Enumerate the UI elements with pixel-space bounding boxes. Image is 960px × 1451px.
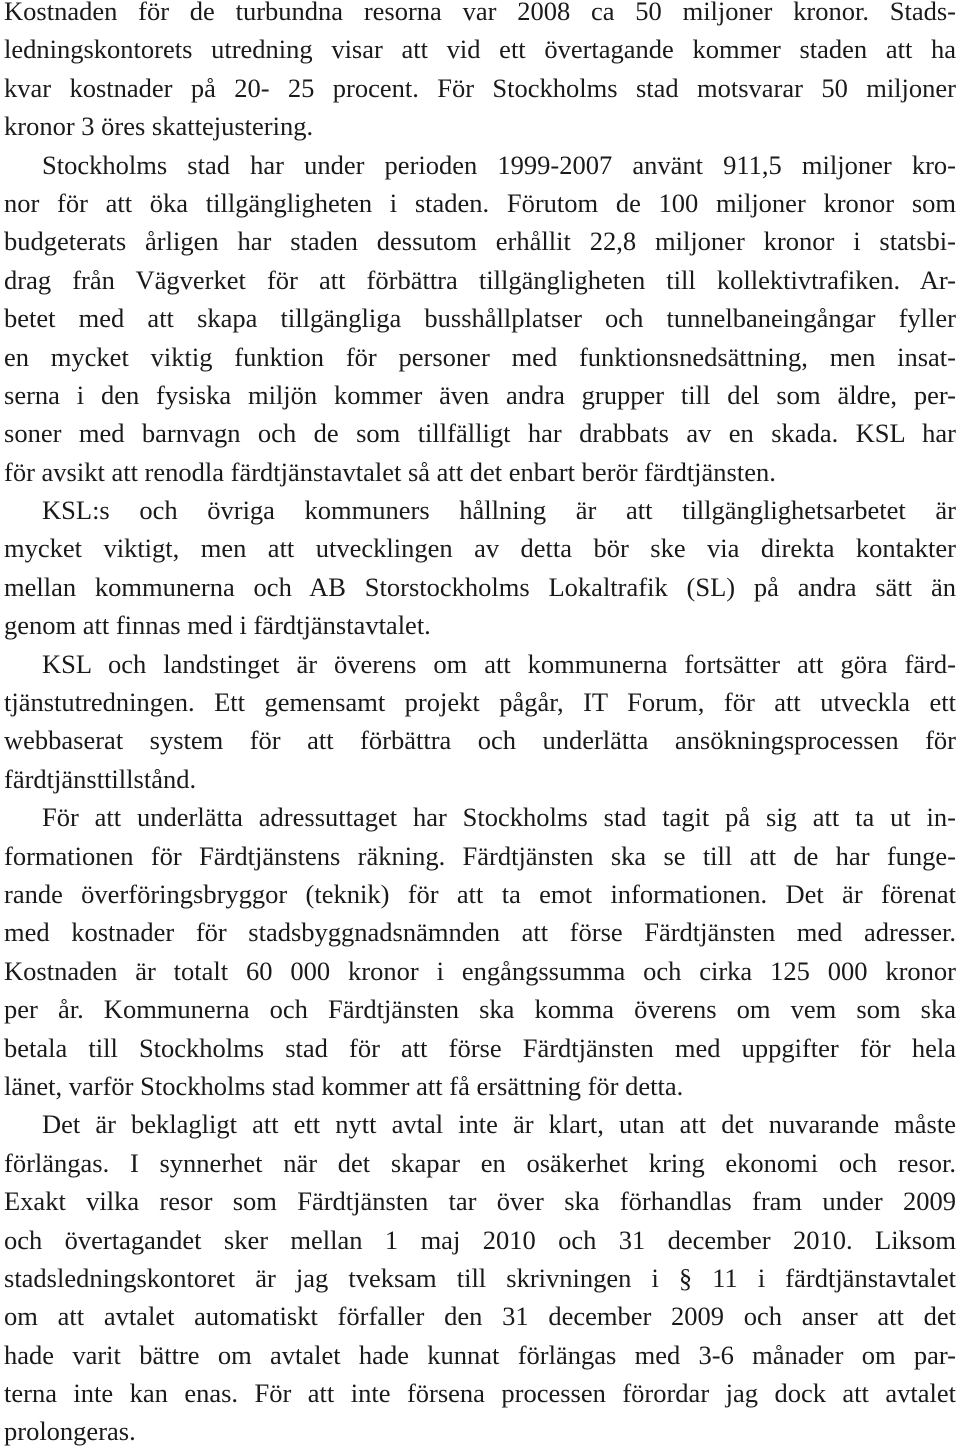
text-line: KSL:s och övriga kommuners hållning är att tillgänglighetsarbetet är — [42, 495, 956, 526]
paragraph-cost — [4, 0, 956, 146]
text-line: Kostnaden för de turbundna resorna var 2008 ca 50 miljoner kronor. Stads- — [4, 0, 956, 26]
text-line: om att avtalet automatiskt förfaller den 31 december 2009 och anser att det — [4, 1301, 956, 1332]
text-line: formationen för Färdtjänstens räkning. Färdtjänsten ska se till att de har funge- — [4, 840, 956, 871]
paragraph-ksl-position — [4, 491, 956, 645]
text-line: ledningskontorets utredning visar att vid ett övertagande kommer staden att ha — [4, 34, 956, 65]
text-line: för avsikt att renodla färdtjänstavtalet så att det enbart berör färdtjänsten. — [4, 456, 776, 487]
text-line: förlängas. I synnerhet när det skapar en osäkerhet kring ekonomi och resor. — [4, 1147, 956, 1178]
text-line: Kostnaden är totalt 60 000 kronor i engångssumma och cirka 125 000 kronor — [4, 955, 956, 986]
paragraph-agreement — [4, 1105, 956, 1451]
paragraph-investigation — [4, 645, 956, 799]
text-line: rande överföringsbryggor (teknik) för att ta emot informationen. Det är förenat — [4, 878, 956, 909]
text-line: KSL och landstinget är överens om att kommunerna fortsätter att göra färd- — [42, 648, 956, 679]
text-line: kvar kostnader på 20- 25 procent. För Stockholms stad motsvarar 50 miljoner — [4, 72, 956, 103]
text-line: terna inte kan enas. För att inte försena processen förordar jag dock att avtalet — [4, 1378, 956, 1409]
text-line: soner med barnvagn och de som tillfälligt har drabbats av en skada. KSL har — [4, 418, 956, 449]
text-line: länet, varför Stockholms stad kommer att få ersättning för detta. — [4, 1070, 684, 1101]
text-line: nor för att öka tillgängligheten i staden. Förutom de 100 miljoner kronor som — [4, 187, 956, 218]
text-line: genom att finnas med i färdtjänstavtalet. — [4, 610, 431, 641]
document-page — [4, 0, 956, 1451]
text-line: Det är beklagligt att ett nytt avtal inte är klart, utan att det nuvarande måste — [42, 1109, 956, 1140]
text-line: Exakt vilka resor som Färdtjänsten tar över ska förhandlas fram under 2009 — [4, 1186, 956, 1217]
text-line: tjänstutredningen. Ett gemensamt projekt pågår, IT Forum, för att utveckla ett — [4, 687, 956, 718]
text-line: stadsledningskontoret är jag tveksam till skrivningen i § 11 i färdtjänstavtalet — [4, 1262, 956, 1293]
text-line: webbaserat system för att förbättra och underlätta ansökningsprocessen för — [4, 725, 956, 756]
text-line: drag från Vägverket för att förbättra tillgängligheten till kollektivtrafiken. Ar- — [4, 264, 956, 295]
text-line: betet med att skapa tillgängliga busshållplatser och tunnelbaneingångar fyller — [4, 303, 956, 334]
text-line: För att underlätta adressuttaget har Stockholms stad tagit på sig att ta ut in- — [42, 802, 956, 833]
text-line: serna i den fysiska miljön kommer även andra grupper till del som äldre, per- — [4, 379, 956, 410]
text-line: Stockholms stad har under perioden 1999-2007 använt 911,5 miljoner kro- — [42, 149, 956, 180]
text-line: betala till Stockholms stad för att förse Färdtjänsten med uppgifter för hela — [4, 1032, 956, 1063]
text-line: mellan kommunerna och AB Storstockholms Lokaltrafik (SL) på andra sätt än — [4, 571, 956, 602]
text-line: hade varit bättre om avtalet hade kunnat förlängas med 3-6 månader om par- — [4, 1339, 956, 1370]
text-line: kronor 3 öres skattejustering. — [4, 111, 314, 142]
text-line: med kostnader för stadsbyggnadsnämnden att förse Färdtjänsten med adresser. — [4, 917, 956, 948]
text-line: per år. Kommunerna och Färdtjänsten ska komma överens om vem som ska — [4, 994, 956, 1025]
text-line: och övertagandet sker mellan 1 maj 2010 och 31 december 2010. Liksom — [4, 1224, 956, 1255]
text-line: färdtjänsttillstånd. — [4, 763, 197, 794]
paragraph-address — [4, 798, 956, 1105]
text-line: budgeterats årligen har staden dessutom erhållit 22,8 miljoner kronor i statsbi- — [4, 226, 956, 257]
paragraph-accessibility — [4, 146, 956, 492]
text-line: prolongeras. — [4, 1416, 136, 1447]
text-line: mycket viktigt, men att utvecklingen av detta bör ske via direkta kontakter — [4, 533, 956, 564]
text-line: en mycket viktig funktion för personer med funktionsnedsättning, men insat- — [4, 341, 956, 372]
